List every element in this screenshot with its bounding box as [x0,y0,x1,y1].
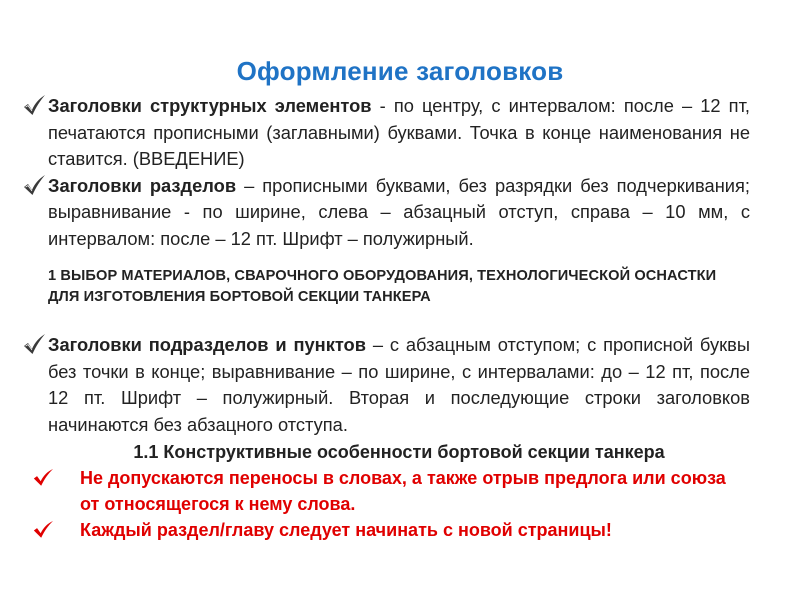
rule-text: – с абзацным отступом; с прописной буквы без точки в конце; выравнивание – по ширине, с интервалами: до – 12 пт, после 12 пт. Шрифт – полужирный. Вторая и последующие строки заголовков начинаются без абзацного отступа. [48,334,750,435]
rule-text: - по центру, с интервалом: после – 12 пт, печатаются прописными (заглавными) буквами. Точка в конце наименования не ставится. (ВВЕДЕНИЕ) [48,95,750,169]
checkmark-icon [32,519,56,541]
rule-sections [22,173,750,253]
rule-text: – прописными буквами, без разрядки без подчеркивания; выравнивание - по ширине, слева – абзацный отступ, справа – 10 мм, с интервалом: после – 12 пт. Шрифт – полужирный. [48,174,750,249]
warning-hyphenation [22,465,750,517]
warning-text: Не допускаются переносы в словах, а также отрыв предлога или союза от относящегося к нему слова. [80,468,726,514]
slide-content [22,93,750,543]
example-subsection-heading: 1.1 Конструктивные особенности бортовой секции танкера [133,442,665,462]
example-section-heading: 1 ВЫБОР МАТЕРИАЛОВ, СВАРОЧНОГО ОБОРУДОВАНИЯ, ТЕХНОЛОГИЧЕСКОЙ ОСНАСТКИ ДЛЯ ИЗГОТОВЛЕНИЯ БОРТОВОЙ СЕКЦИИ ТАНКЕРА [48,268,717,305]
rule-subsections [22,332,750,438]
rule-title: Заголовки структурных элементов [48,95,380,116]
checkmark-icon [22,333,48,357]
warning-text: Каждый раздел/главу следует начинать с новой страницы! [80,520,612,540]
rule-structural-elements [22,93,750,173]
checkmark-icon [32,467,56,489]
warning-new-page [22,517,750,543]
rule-title: Заголовки подразделов и пунктов [48,334,366,355]
checkmark-icon [22,94,48,118]
checkmark-icon [22,174,48,198]
rule-title: Заголовки разделов [48,174,237,196]
slide-title: Оформление заголовков [236,56,564,86]
